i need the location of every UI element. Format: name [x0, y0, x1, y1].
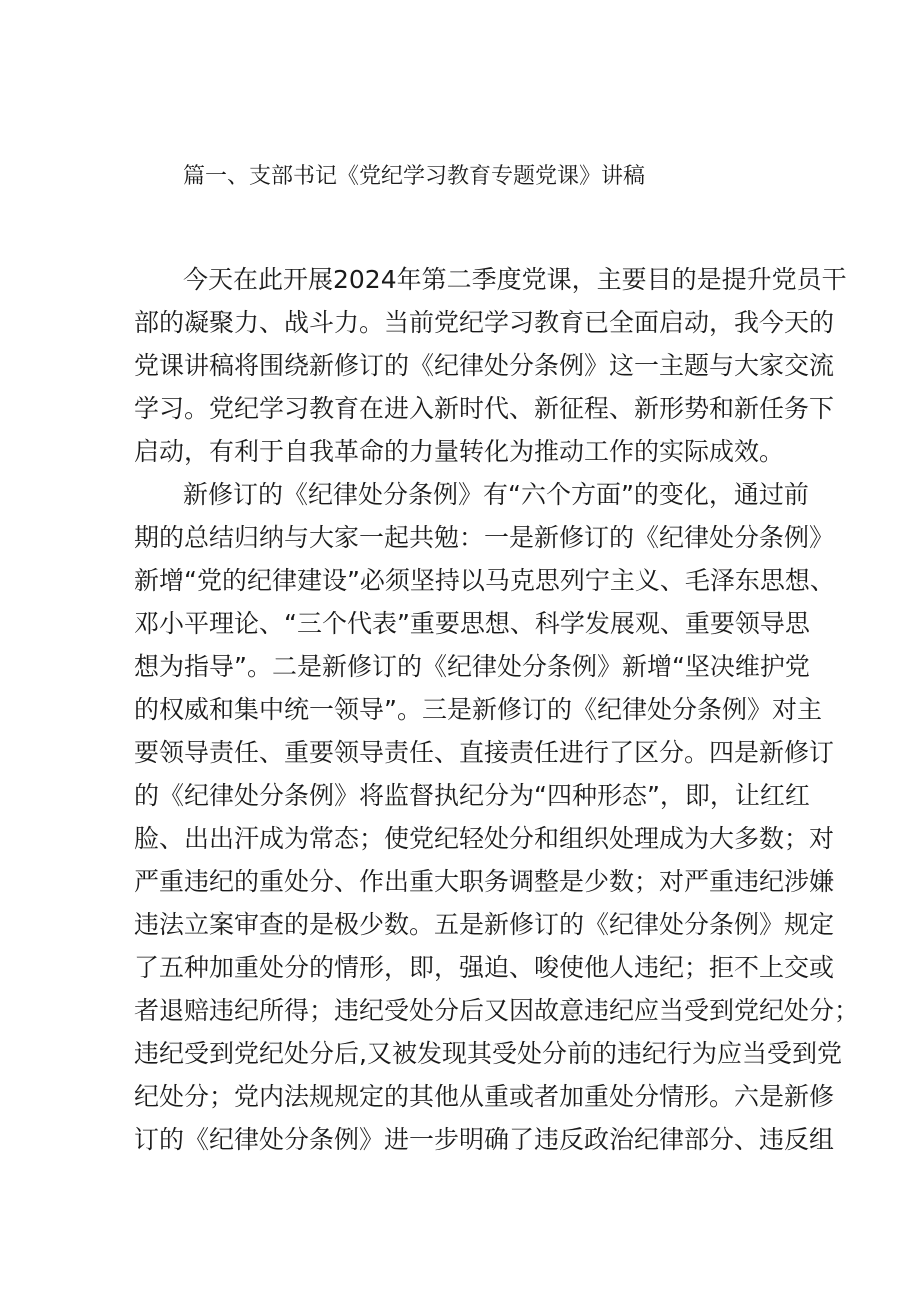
paragraph-line: 启动，有利于自我革命的力量转化为推动工作的实际成效。 — [134, 437, 785, 466]
paragraph-line: 党课讲稿将围绕新修订的《纪律处分条例》这一主题与大家交流 — [134, 351, 835, 380]
paragraph-line: 的权威和集中统一领导”。三是新修订的《纪律处分条例》对主 — [134, 695, 822, 724]
paragraph-line: 者退赔违纪所得；违纪受处分后又因故意违纪应当受到党纪处分； — [134, 996, 860, 1025]
paragraph-line: 想为指导”。二是新修订的《纪律处分条例》新增“坚决维护党 — [134, 652, 810, 681]
paragraph-1 — [134, 258, 847, 473]
paragraph-line: 期的总结归纳与大家一起共勉：一是新修订的《纪律处分条例》 — [134, 523, 835, 552]
paragraph-line: 学习。党纪学习教育在进入新时代、新征程、新形势和新任务下 — [134, 394, 835, 423]
paragraph-line: 新增“党的纪律建设”必须坚持以马克思列宁主义、毛泽东思想、 — [134, 566, 835, 595]
document-title: 篇一、支部书记《党纪学习教育专题党课》讲稿 — [183, 164, 646, 189]
paragraph-2 — [134, 473, 860, 1161]
paragraph-line: 严重违纪的重处分、作出重大职务调整是少数；对严重违纪涉嫌 — [134, 867, 835, 896]
paragraph-line: 了五种加重处分的情形，即，强迫、唆使他人违纪；拒不上交或 — [134, 953, 835, 982]
paragraph-line: 脸、出出汗成为常态；使党纪轻处分和组织处理成为大多数；对 — [134, 824, 835, 853]
paragraph-line: 新修订的《纪律处分条例》有“六个方面”的变化，通过前 — [183, 480, 809, 509]
paragraph-line: 邓小平理论、“三个代表”重要思想、科学发展观、重要领导思 — [134, 609, 810, 638]
document-body — [134, 258, 860, 1161]
paragraph-line: 要领导责任、重要领导责任、直接责任进行了区分。四是新修订 — [134, 738, 835, 767]
paragraph-line: 违纪受到党纪处分后,又被发现其受处分前的违纪行为应当受到党 — [134, 1039, 842, 1068]
paragraph-line: 纪处分；党内法规规定的其他从重或者加重处分情形。六是新修 — [134, 1082, 835, 1111]
paragraph-line: 的《纪律处分条例》将监督执纪分为“四种形态”，即，让红红 — [134, 781, 810, 810]
paragraph-line: 违法立案审查的是极少数。五是新修订的《纪律处分条例》规定 — [134, 910, 835, 939]
paragraph-line: 部的凝聚力、战斗力。当前党纪学习教育已全面启动，我今天的 — [134, 308, 835, 337]
paragraph-line: 订的《纪律处分条例》进一步明确了违反政治纪律部分、违反组 — [134, 1125, 835, 1154]
paragraph-line: 今天在此开展2024年第二季度党课，主要目的是提升党员干 — [183, 265, 847, 294]
